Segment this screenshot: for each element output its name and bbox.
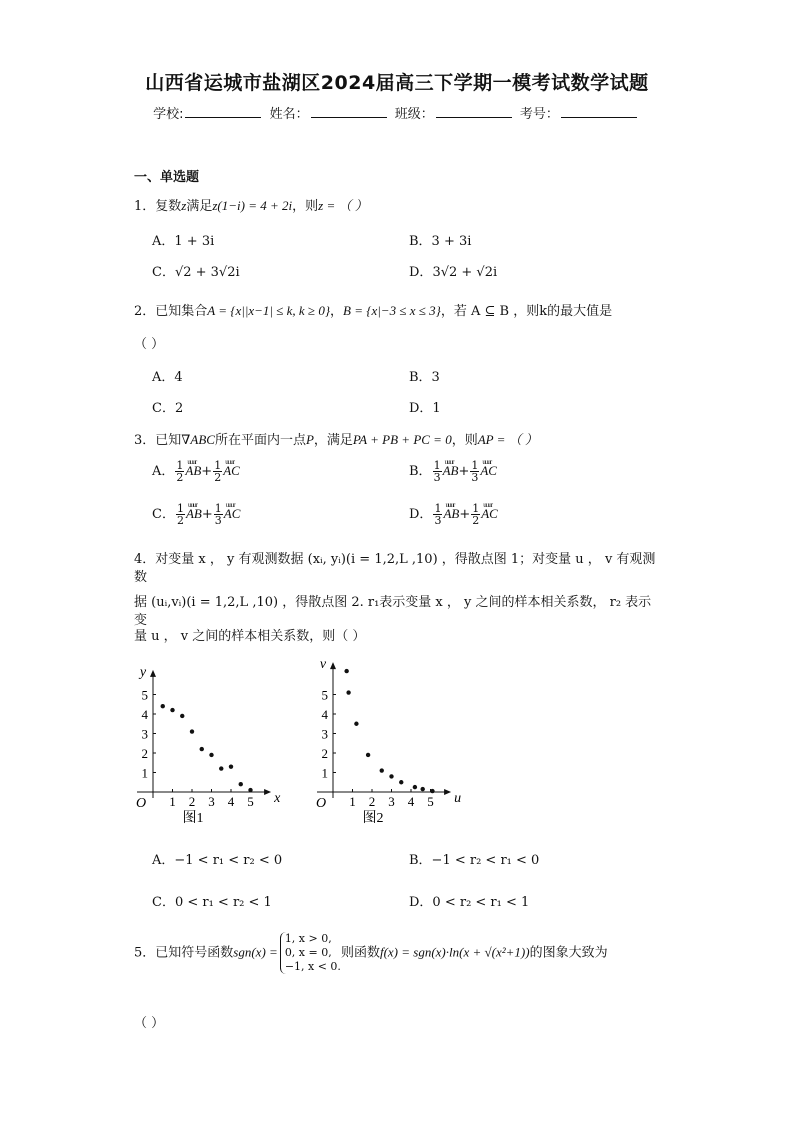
y-tick-label: 3: [141, 726, 148, 742]
numerator: 1: [434, 502, 442, 515]
fraction: [214, 503, 223, 526]
fraction: [213, 460, 222, 483]
q5-case: 0, x = 0,: [284, 946, 332, 959]
question-number: 1．: [134, 199, 156, 214]
denominator: 3: [471, 471, 479, 484]
option-label: D．: [409, 507, 433, 522]
data-point: [413, 785, 417, 789]
q4-line-2: 据 (uᵢ,vᵢ)(i = 1,2,L ,10) ，得散点图 2. r₁表示变量 x ， y 之间的样本相关系数， r₂ 表示变: [134, 595, 652, 628]
data-point: [346, 690, 350, 694]
denominator: 2: [176, 514, 184, 527]
data-point: [200, 747, 204, 751]
numerator: 1: [472, 502, 480, 515]
q5-paren: （ ）: [134, 1016, 165, 1031]
x-tick-label: 2: [188, 794, 196, 809]
fraction: [176, 503, 185, 526]
plot-2-group: [316, 660, 461, 826]
origin-label: O: [315, 796, 327, 811]
option-label: A．: [152, 464, 175, 479]
q5-case: 1, x > 0,: [284, 932, 332, 945]
plus-sign: +: [459, 507, 471, 522]
vector-ab: uuur AB: [443, 462, 459, 480]
numerator: 1: [176, 502, 184, 515]
q3-option-d: [409, 503, 498, 526]
q4-option-a: A．−1 < r₁ < r₂ < 0: [152, 853, 283, 868]
x-tick-label: 4: [227, 794, 235, 809]
vector-ab: uuur AB: [186, 505, 202, 523]
q4-line-3: 量 u ， v 之间的样本相关系数，则（ ）: [134, 629, 366, 644]
x-tick-label: 2: [368, 794, 376, 809]
q1-ask: z = （ ）: [318, 198, 368, 213]
q3-option-a: [152, 460, 240, 483]
q4-option-d: D．0 < r₂ < r₁ < 1: [409, 895, 530, 910]
x-tick-label: 3: [388, 794, 395, 809]
name-blank: [311, 105, 387, 118]
x-axis-arrow: [264, 789, 271, 795]
data-point: [190, 729, 194, 733]
fraction: [470, 460, 479, 483]
q1-option-c: [152, 264, 240, 282]
q1-option-d: [409, 264, 497, 282]
q1-option-a: A．1 + 3i: [152, 234, 215, 249]
q2-text: 已知集合: [155, 304, 208, 319]
question-number: 4．: [134, 552, 156, 567]
q3-triangle: ∇ABC: [181, 432, 215, 447]
q3-option-c: [152, 503, 240, 526]
student-info-line: [0, 103, 794, 122]
denominator: 3: [433, 471, 441, 484]
q2-text: ，: [330, 304, 344, 319]
fraction: [433, 460, 442, 483]
question-number: 5．: [134, 945, 156, 961]
q2-set-b: B = {x|−3 ≤ x ≤ 3}: [343, 303, 441, 318]
option-label: C．: [152, 265, 175, 280]
q3-option-b: [409, 460, 497, 483]
data-point: [354, 722, 358, 726]
q1-var: z: [181, 198, 187, 213]
plus-sign: +: [201, 464, 213, 479]
q5-case: −1, x < 0.: [284, 960, 341, 973]
number-blank: [561, 105, 637, 118]
data-point: [239, 782, 243, 786]
q5-text: 的图象大致为: [529, 945, 608, 961]
data-point: [219, 766, 223, 770]
data-point: [389, 774, 393, 778]
y-tick-label: 4: [321, 707, 328, 722]
q4-option-b: B．−1 < r₂ < r₁ < 0: [409, 853, 540, 868]
origin-label: O: [135, 796, 147, 811]
x-tick-label: 3: [208, 794, 215, 809]
y-tick-label: 2: [141, 746, 148, 761]
question-number: 3．: [134, 433, 156, 448]
class-label: 班级：: [394, 107, 434, 122]
data-point: [399, 780, 403, 784]
data-point: [161, 704, 165, 708]
y-tick-label: 3: [321, 726, 328, 742]
data-point: [430, 789, 434, 793]
denominator: 2: [472, 514, 480, 527]
q5-text: 已知符号函数: [155, 945, 234, 961]
scatter-plot-2: [305, 660, 465, 830]
x-tick-label: 5: [427, 794, 434, 809]
x-axis-label: u: [454, 791, 462, 806]
y-axis-label: y: [139, 664, 147, 680]
data-point: [366, 753, 370, 757]
scatter-plot-1: [125, 660, 285, 830]
school-blank: [185, 105, 261, 118]
page-title: 山西省运城市盐湖区2024届高三下学期一模考试数学试题: [145, 72, 649, 94]
y-axis-arrow: [150, 670, 156, 677]
x-tick-label: 1: [169, 794, 176, 809]
q3-ask: AP = （ ）: [477, 432, 538, 447]
plot-1-group: [136, 665, 281, 826]
y-axis-label: v: [319, 660, 327, 673]
data-point: [229, 764, 233, 768]
q3-text: ，满足: [313, 433, 353, 448]
fraction: [433, 503, 442, 526]
figure-caption: 图1: [182, 811, 204, 826]
data-point: [180, 714, 184, 718]
x-tick-label: 1: [349, 794, 356, 809]
q1-text: ，则: [292, 199, 319, 214]
q1-equation: z(1−i) = 4 + 2i: [212, 198, 293, 213]
y-tick-label: 1: [141, 765, 148, 781]
numerator: 1: [471, 459, 479, 472]
x-axis-label: x: [274, 791, 281, 806]
figure-caption: 图2: [362, 811, 384, 826]
q3-text: 已知: [155, 433, 182, 448]
data-point: [248, 788, 252, 792]
y-axis-arrow: [330, 662, 336, 669]
q3-equation: PA + PB + PC = 0: [352, 432, 452, 447]
denominator: 2: [214, 471, 222, 484]
option-math: 3√2 + √2i: [432, 265, 498, 280]
vector-ac: uuur AC: [481, 505, 498, 523]
plus-sign: +: [201, 507, 213, 522]
fraction: [175, 460, 184, 483]
data-point: [421, 787, 425, 791]
question-3-stem: [134, 431, 538, 450]
q1-text: 满足: [186, 199, 213, 214]
option-label: B．: [409, 464, 432, 479]
question-1-stem: [134, 197, 368, 216]
school-label: 学校:: [153, 107, 184, 122]
q3-text: ，则: [451, 433, 478, 448]
numerator: 1: [214, 459, 222, 472]
denominator: 2: [176, 471, 184, 484]
q5-piecewise: [280, 932, 341, 974]
number-label: 考号：: [519, 107, 559, 122]
denominator: 3: [434, 514, 442, 527]
vector-ac: uuur AC: [223, 462, 240, 480]
data-point: [380, 768, 384, 772]
x-axis-arrow: [444, 789, 451, 795]
y-tick-label: 4: [141, 707, 148, 722]
numerator: 1: [176, 459, 184, 472]
q5-sgn: sgn(x) =: [233, 944, 278, 960]
denominator: 3: [214, 514, 222, 527]
data-point: [344, 669, 348, 673]
question-2-stem: [134, 302, 612, 321]
q5-text: 则函数: [340, 945, 380, 961]
y-tick-label: 5: [321, 687, 328, 703]
data-point: [170, 708, 174, 712]
data-point: [209, 753, 213, 757]
x-tick-label: 4: [407, 794, 415, 809]
q4-line-1: [134, 551, 664, 587]
plus-sign: +: [458, 464, 470, 479]
numerator: 1: [433, 459, 441, 472]
fraction: [471, 503, 480, 526]
q5-function: f(x) = sgn(x)·ln(x + √(x²+1)): [379, 944, 530, 960]
y-tick-label: 5: [141, 687, 148, 703]
option-math: √2 + 3√2i: [174, 265, 240, 280]
section-heading: 一、单选题: [134, 170, 200, 185]
question-number: 2．: [134, 304, 156, 319]
q2-option-d: D．1: [409, 401, 441, 416]
q4-text: 对变量 x ， y 有观测数据 (xᵢ, yᵢ)(i = 1,2,L ,10) ，得散点图 1；对变量 u ， v 有观测数: [134, 552, 656, 585]
vector-ac: uuur AC: [224, 505, 241, 523]
q2-paren: （ ）: [134, 337, 165, 352]
q2-set-a: A = {x||x−1| ≤ k, k ≥ 0}: [207, 303, 331, 318]
q2-text: ，若 A ⊆ B ，则k的最大值是: [440, 304, 613, 319]
option-label: D．: [409, 265, 433, 280]
option-label: C．: [152, 507, 175, 522]
y-tick-label: 2: [321, 746, 328, 761]
question-5-stem: [134, 932, 674, 974]
vector-ab: uuur AB: [443, 505, 459, 523]
q2-option-a: A．4: [152, 370, 183, 385]
class-blank: [436, 105, 512, 118]
vector-ab: uuur AB: [185, 462, 201, 480]
q3-text: 所在平面内一点: [214, 433, 306, 448]
q2-option-c: C．2: [152, 401, 184, 416]
q3-point: P: [305, 432, 314, 447]
q1-option-b: B．3 + 3i: [409, 234, 472, 249]
x-tick-label: 5: [247, 794, 254, 809]
name-label: 姓名：: [269, 107, 309, 122]
q4-option-c: C．0 < r₁ < r₂ < 1: [152, 895, 272, 910]
q2-option-b: B．3: [409, 370, 440, 385]
numerator: 1: [214, 502, 222, 515]
q1-text: 复数: [155, 199, 182, 214]
vector-ac: uuur AC: [480, 462, 497, 480]
y-tick-label: 1: [321, 765, 328, 781]
